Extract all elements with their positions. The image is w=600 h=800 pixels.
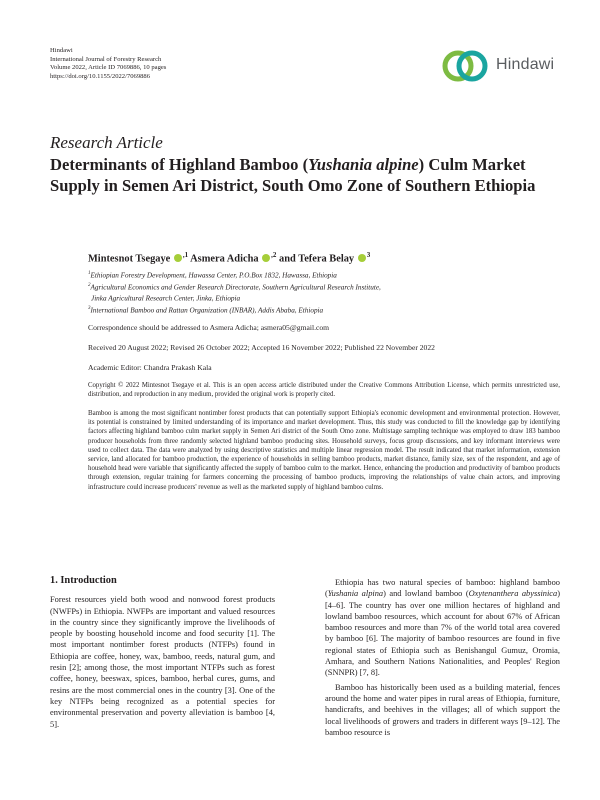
title-part-1: Determinants of Highland Bamboo ( [50, 155, 309, 174]
correspondence: Correspondence should be addressed to Asmera Adicha; asmera05@gmail.com [88, 323, 330, 332]
affiliation-line [88, 292, 381, 304]
abstract: Bamboo is among the most significant nontimber forest products that can potentially support Ethiopia's economic development and environmental protection. However, its potential is constrained by limited understanding of its importance and market development. Thus, this study was conducted to fill the knowledge gap by identifying factors affecting highland bamboo culm market supply in Semen Ari district of the South Omo zone. Multistage sampling technique was employed to draw 183 bamboo producer households from three randomly selected highland bamboo producing sites. Household surveys, focus group discussions, and key informant interviews were used to collect data. The data were analyzed by using descriptive statistics and multiple linear regression model. The result indicated that market information, extension service, land allocated for bamboo production, the experience of households in selling bamboo products, market distance, family size, sex of the respondent, and age of household head were variable that significantly affected the supply of bamboo culm to the market. Hence, enhancing the production and productivity of bamboo products through extension, regular training for farmers concerning the processing of bamboo products, improving the relationships of value chain actors, and improving infrastructure could increase producers' revenue as well as the marketed supply of highland bamboo culms. [88, 410, 560, 491]
intro-right-column [325, 577, 560, 738]
affiliation-text: Agricultural Economics and Gender Research Directorate, Southern Agricultural Research Institute, [90, 282, 381, 291]
academic-editor: Academic Editor: Chandra Prakash Kala [88, 363, 212, 372]
title-part-2: ) Culm Market Supply in Semen Ari District, South Omo Zone of Southern Ethiopia [50, 155, 536, 195]
logo-text: Hindawi [496, 56, 555, 73]
journal-name: International Journal of Forestry Research [50, 55, 162, 63]
affiliation-text: Jinka Agricultural Research Center, Jinka, Ethiopia [91, 294, 241, 303]
affiliation-line [88, 304, 381, 316]
hindawi-logo-icon [438, 47, 494, 85]
doi-link[interactable]: https://doi.org/10.1155/2022/7069886 [50, 72, 151, 80]
publication-dates: Received 20 August 2022; Revised 26 October 2022; Accepted 16 November 2022; Published 22 November 2022 [88, 343, 435, 352]
journal-header [50, 47, 166, 81]
author-name: Tefera Belay [298, 253, 355, 265]
affiliation-sup: 3 [88, 305, 91, 311]
author-superscript: ,1 [182, 251, 189, 259]
author-separator: and [279, 253, 296, 265]
author-superscript: ,2 [271, 251, 277, 259]
species-name: Oxytenanthera abyssinica [468, 589, 558, 599]
intro-paragraph [325, 577, 560, 679]
orcid-icon[interactable] [358, 254, 366, 262]
intro-paragraph: Forest resources yield both wood and nonwood forest products (NWFPs) in Ethiopia. NWFPs are important and valued resources in the country since they significantly improve the livelihoods of people by boosting household income and food security [1]. The most important nontimber forest products (NTFPs) found in Ethiopia are coffee, honey, wax, bamboo, reeds, natural gum, and resin [2]; among those, the most important NTFPs such as forest coffee, honey, beeswax, spices, bamboo, herbal cures, gums, and resins are the most commercial ones in the country [3]. One of the key NTFPs being recognized as a potential species for environmental preservation and poverty alleviation is bamboo [4, 5]. [50, 595, 275, 729]
affiliation-sup: 2 [88, 282, 91, 288]
article-title [50, 155, 560, 196]
hindawi-logo [438, 47, 558, 85]
intro-left-column [50, 575, 275, 730]
author-superscript: 3 [366, 251, 371, 259]
affiliation-text: Ethiopian Forestry Development, Hawassa Center, P.O.Box 1832, Hawassa, Ethiopia [90, 271, 337, 280]
paragraph-text: ) [4–6]. The country has over one million hectares of highland and lowland bamboo resources, which account for about 67% of African bamboo resources and more than 7% of the world total area covered by bamboo [6]. The majority of bamboo resources are found in five regional states of Ethiopia such as Benishangul Gumuz, Oromia, Amhara, and Southern Nations Nationalities, and Peoples' Region (SNNPR) [7, 8]. [325, 589, 560, 678]
affiliation-line [88, 269, 381, 281]
author-list [88, 251, 370, 264]
publisher-name: Hindawi [50, 47, 73, 54]
orcid-icon[interactable] [262, 254, 270, 262]
orcid-icon[interactable] [174, 254, 182, 262]
author-name: Asmera Adicha [190, 253, 259, 265]
article-type: Research Article [50, 133, 163, 152]
species-name: Yushania alpina [327, 589, 384, 599]
affiliation-text: International Bamboo and Rattan Organization (INBAR), Addis Ababa, Ethiopia [90, 306, 324, 315]
paragraph-text: ) and lowland bamboo ( [383, 589, 469, 599]
section-heading: 1. Introduction [50, 575, 117, 586]
volume-info: Volume 2022, Article ID 7069886, 10 pages [50, 64, 167, 72]
title-species: Yushania alpine [308, 155, 419, 174]
affiliation-line [88, 281, 381, 293]
affiliation-sup: 1 [88, 271, 91, 276]
intro-paragraph: Bamboo has historically been used as a building material, fences around the home and water pipes in rural areas of Ethiopia, furniture, handicrafts, and beehives in the villages; all of which support the local livelihoods of growers and traders in different ways [9–12]. The bamboo resource is [325, 682, 560, 737]
affiliations [88, 269, 381, 315]
copyright-notice: Copyright © 2022 Mintesnot Tsegaye et al. This is an open access article distributed under the Creative Commons Attribution License, which permits unrestricted use, distribution, and reproduction in any medium, provided the original work is properly cited. [88, 382, 560, 398]
author-name: Mintesnot Tsegaye [88, 253, 171, 265]
paragraph-text: Ethiopia has two natural species of bamboo: highland bamboo ( [325, 578, 560, 599]
